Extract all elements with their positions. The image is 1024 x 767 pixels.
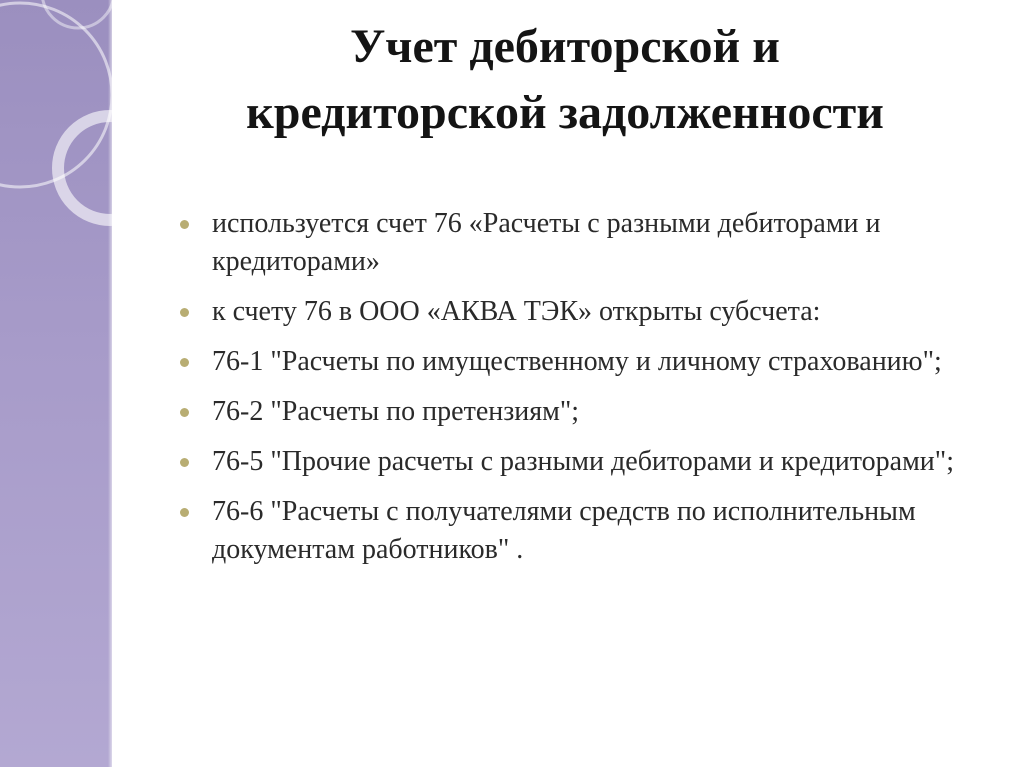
bullet-item <box>180 205 980 281</box>
bullet-item <box>180 393 980 431</box>
slide-title <box>150 14 980 146</box>
bullet-item <box>180 493 980 569</box>
bullet-dot-icon <box>180 308 189 317</box>
bullet-dot-icon <box>180 508 189 517</box>
bullet-dot-icon <box>180 220 189 229</box>
side-band-edge <box>108 0 112 767</box>
bullet-text: 76-1 "Расчеты по имущественному и личному страхованию"; <box>212 346 942 377</box>
bullet-dot-icon <box>180 458 189 467</box>
bullet-list <box>180 205 980 581</box>
bullet-item <box>180 293 980 331</box>
bullet-dot-icon <box>180 358 189 367</box>
bullet-item <box>180 443 980 481</box>
bullet-dot-icon <box>180 408 189 417</box>
slide-title-line-1: Учет дебиторской и <box>350 20 780 73</box>
side-band-decoration <box>0 0 112 767</box>
bullet-text: 76-5 "Прочие расчеты с разными дебиторами и кредиторами"; <box>212 446 954 477</box>
slide-title-line-2: кредиторской задолженности <box>246 86 884 139</box>
bullet-text: используется счет 76 «Расчеты с разными дебиторами и кредиторами» <box>212 208 881 277</box>
bullet-text: к счету 76 в ООО «АКВА ТЭК» открыты субсчета: <box>212 296 821 327</box>
bullet-text: 76-6 "Расчеты с получателями средств по исполнительным документам работников" . <box>212 496 916 565</box>
bullet-item <box>180 343 980 381</box>
bullet-text: 76-2 "Расчеты по претензиям"; <box>212 396 580 427</box>
